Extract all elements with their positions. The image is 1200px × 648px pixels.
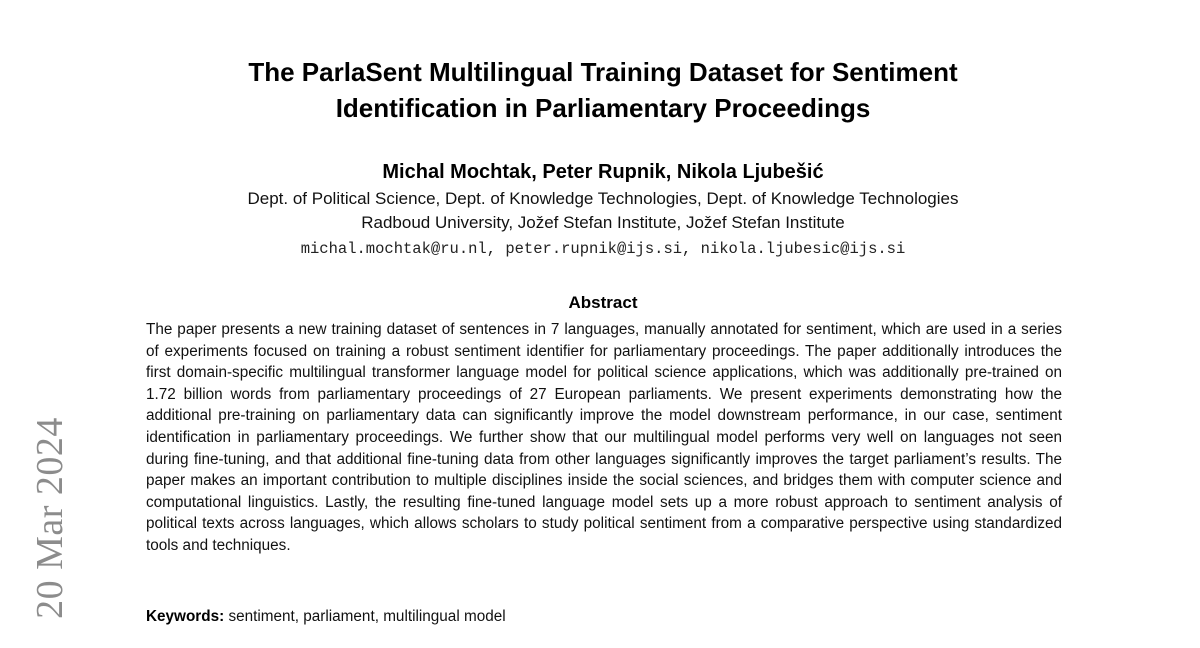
abstract-text: The paper presents a new training dataset of sentences in 7 languages, manually annotated for sentiment, which are used in a series of experiments focused on training a robust sentiment identifier for parliamentary proceedings. The paper additionally introduces the first domain-specific multilingual transformer language model for political science applications, which was additionally pre-trained on 1.72 billion words from parliamentary proceedings of 27 European parliaments. We present experiments demonstrating how the additional pre-training on parliamentary data can significantly improve the model downstream performance, in our case, sentiment identification in parliamentary proceedings. We further show that our multilingual model performs very well on languages not seen during fine-tuning, and that additional fine-tuning data from other languages significantly improves the target parliament’s results. The paper makes an important contribution to multiple disciplines inside the social sciences, and bridges them with computer science and computational linguistics. Lastly, the resulting fine-tuned language model sets up a more robust approach to sentiment analysis of political texts across languages, which allows scholars to study political sentiment from a comparative perspective using standardized tools and techniques. — [146, 321, 1062, 554]
keywords-line — [146, 606, 506, 628]
author-emails: michal.mochtak@ru.nl, peter.rupnik@ijs.si, nikola.ljubesic@ijs.si — [300, 240, 906, 258]
abstract-heading: Abstract — [568, 293, 638, 312]
arxiv-date-stamp: 20 Mar 2024 — [29, 417, 71, 619]
paper-title — [0, 54, 1200, 126]
affiliation-institutions: Radboud University, Jožef Stefan Institute, Jožef Stefan Institute — [361, 213, 845, 232]
keywords-label: Keywords: — [146, 608, 225, 625]
paper-title-line-1: The ParlaSent Multilingual Training Dataset for Sentiment — [248, 57, 958, 87]
affiliation-departments: Dept. of Political Science, Dept. of Knowledge Technologies, Dept. of Knowledge Technologies — [247, 189, 959, 208]
keywords-list: sentiment, parliament, multilingual model — [228, 608, 506, 625]
paper-title-line-2: Identification in Parliamentary Proceedings — [335, 93, 871, 123]
author-list: Michal Mochtak, Peter Rupnik, Nikola Ljubešić — [382, 161, 824, 183]
